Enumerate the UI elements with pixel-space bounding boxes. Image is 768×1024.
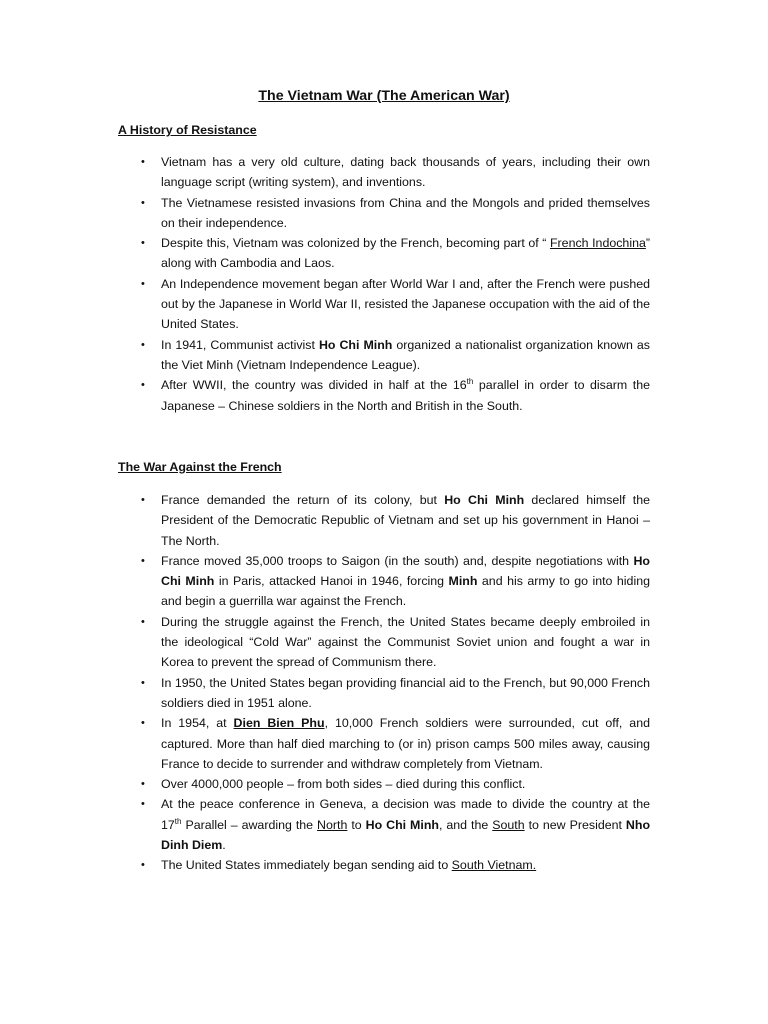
list-item bbox=[161, 193, 650, 234]
section-heading-history: A History of Resistance bbox=[118, 123, 257, 137]
list-item bbox=[161, 612, 650, 673]
text-segment: In 1954, at bbox=[161, 716, 234, 731]
underlined-text: South bbox=[492, 817, 525, 832]
list-item bbox=[161, 855, 650, 875]
text-segment: declared himself the President of the Democratic Republic of Vietnam and set up his government in Hanoi – The North. bbox=[161, 493, 650, 548]
text-segment: to bbox=[347, 817, 366, 832]
superscript-text: th bbox=[466, 377, 474, 387]
text-segment: The Vietnamese resisted invasions from China and the Mongols and prided themselves on their independence. bbox=[161, 195, 650, 230]
list-item bbox=[161, 335, 650, 376]
text-segment: Despite this, Vietnam was colonized by the French, becoming part of “ bbox=[161, 236, 550, 251]
bold-text: Dien Bien Phu bbox=[233, 716, 325, 731]
underlined-text: South Vietnam. bbox=[451, 858, 537, 873]
text-segment: In 1941, Communist activist bbox=[161, 337, 319, 352]
list-item bbox=[161, 551, 650, 612]
underlined-text: French Indochina bbox=[549, 236, 646, 251]
document-title: The Vietnam War (The American War) bbox=[258, 88, 510, 104]
section-heading-french-war: The War Against the French bbox=[118, 460, 282, 474]
bold-text: Ho Chi Minh bbox=[318, 337, 393, 352]
list-item bbox=[161, 375, 650, 416]
bold-text: Ho Chi Minh bbox=[365, 817, 439, 832]
list-item bbox=[161, 673, 650, 714]
list-item bbox=[161, 774, 650, 794]
text-segment: organized a nationalist organization known as the Viet Minh (Vietnam Independence League). bbox=[161, 337, 651, 372]
text-segment: At the peace conference in Geneva, a decision was made to divide the country at the 17 bbox=[161, 797, 650, 832]
list-item bbox=[161, 490, 650, 551]
text-segment: Over 4000,000 people – from both sides – died during this conflict. bbox=[161, 777, 526, 792]
text-segment: ” along with Cambodia and Laos. bbox=[161, 236, 650, 271]
text-segment: The United States immediately began sending aid to bbox=[161, 858, 452, 873]
text-segment: . bbox=[222, 838, 226, 853]
list-item bbox=[161, 794, 650, 855]
text-segment: Parallel – awarding the bbox=[181, 817, 318, 832]
underlined-text: North bbox=[317, 817, 348, 832]
text-segment: France moved 35,000 troops to Saigon (in the south) and, despite negotiations with bbox=[161, 553, 634, 568]
bullet-list-french-war bbox=[161, 490, 650, 876]
list-item bbox=[161, 713, 650, 774]
text-segment: to new President bbox=[524, 817, 626, 832]
text-segment: in Paris, attacked Hanoi in 1946, forcing bbox=[214, 574, 449, 589]
bold-text: Ho Chi Minh bbox=[444, 493, 525, 507]
text-segment: , 10,000 French soldiers were surrounded, cut off, and captured. More than half died marching to (or in) prison camps 500 miles away, causing France to decide to surrender and withdraw completely from Vietnam. bbox=[161, 716, 650, 771]
text-segment: and his army to go into hiding and begin a guerrilla war against the French. bbox=[161, 574, 650, 609]
bold-text: Nho Dinh Diem bbox=[161, 817, 651, 853]
list-item bbox=[161, 152, 650, 193]
text-segment: parallel in order to disarm the Japanese – Chinese soldiers in the North and British in the South. bbox=[161, 378, 650, 413]
bullet-list-history bbox=[161, 152, 650, 416]
text-segment: France demanded the return of its colony, but bbox=[161, 493, 445, 507]
text-segment: An Independence movement began after World War I and, after the French were pushed out by the Japanese in World War II, resisted the Japanese occupation with the aid of the United States. bbox=[161, 276, 650, 332]
text-segment: , and the bbox=[438, 817, 493, 832]
text-segment: Vietnam has a very old culture, dating back thousands of years, including their own language script (writing system), and inventions. bbox=[161, 155, 650, 190]
text-segment: During the struggle against the French, the United States became deeply embroiled in the ideological “Cold War” against the Communist Soviet union and fought a war in Korea to prevent the spread of Communism there. bbox=[161, 614, 650, 670]
bold-text: Minh bbox=[448, 574, 478, 589]
bold-text: Ho Chi Minh bbox=[161, 553, 650, 589]
text-segment: In 1950, the United States began providing financial aid to the French, but 90,000 French soldiers died in 1951 alone. bbox=[161, 675, 650, 710]
list-item bbox=[161, 233, 650, 274]
superscript-text: th bbox=[174, 816, 182, 826]
text-segment: After WWII, the country was divided in half at the 16 bbox=[161, 378, 467, 393]
list-item bbox=[161, 274, 650, 335]
